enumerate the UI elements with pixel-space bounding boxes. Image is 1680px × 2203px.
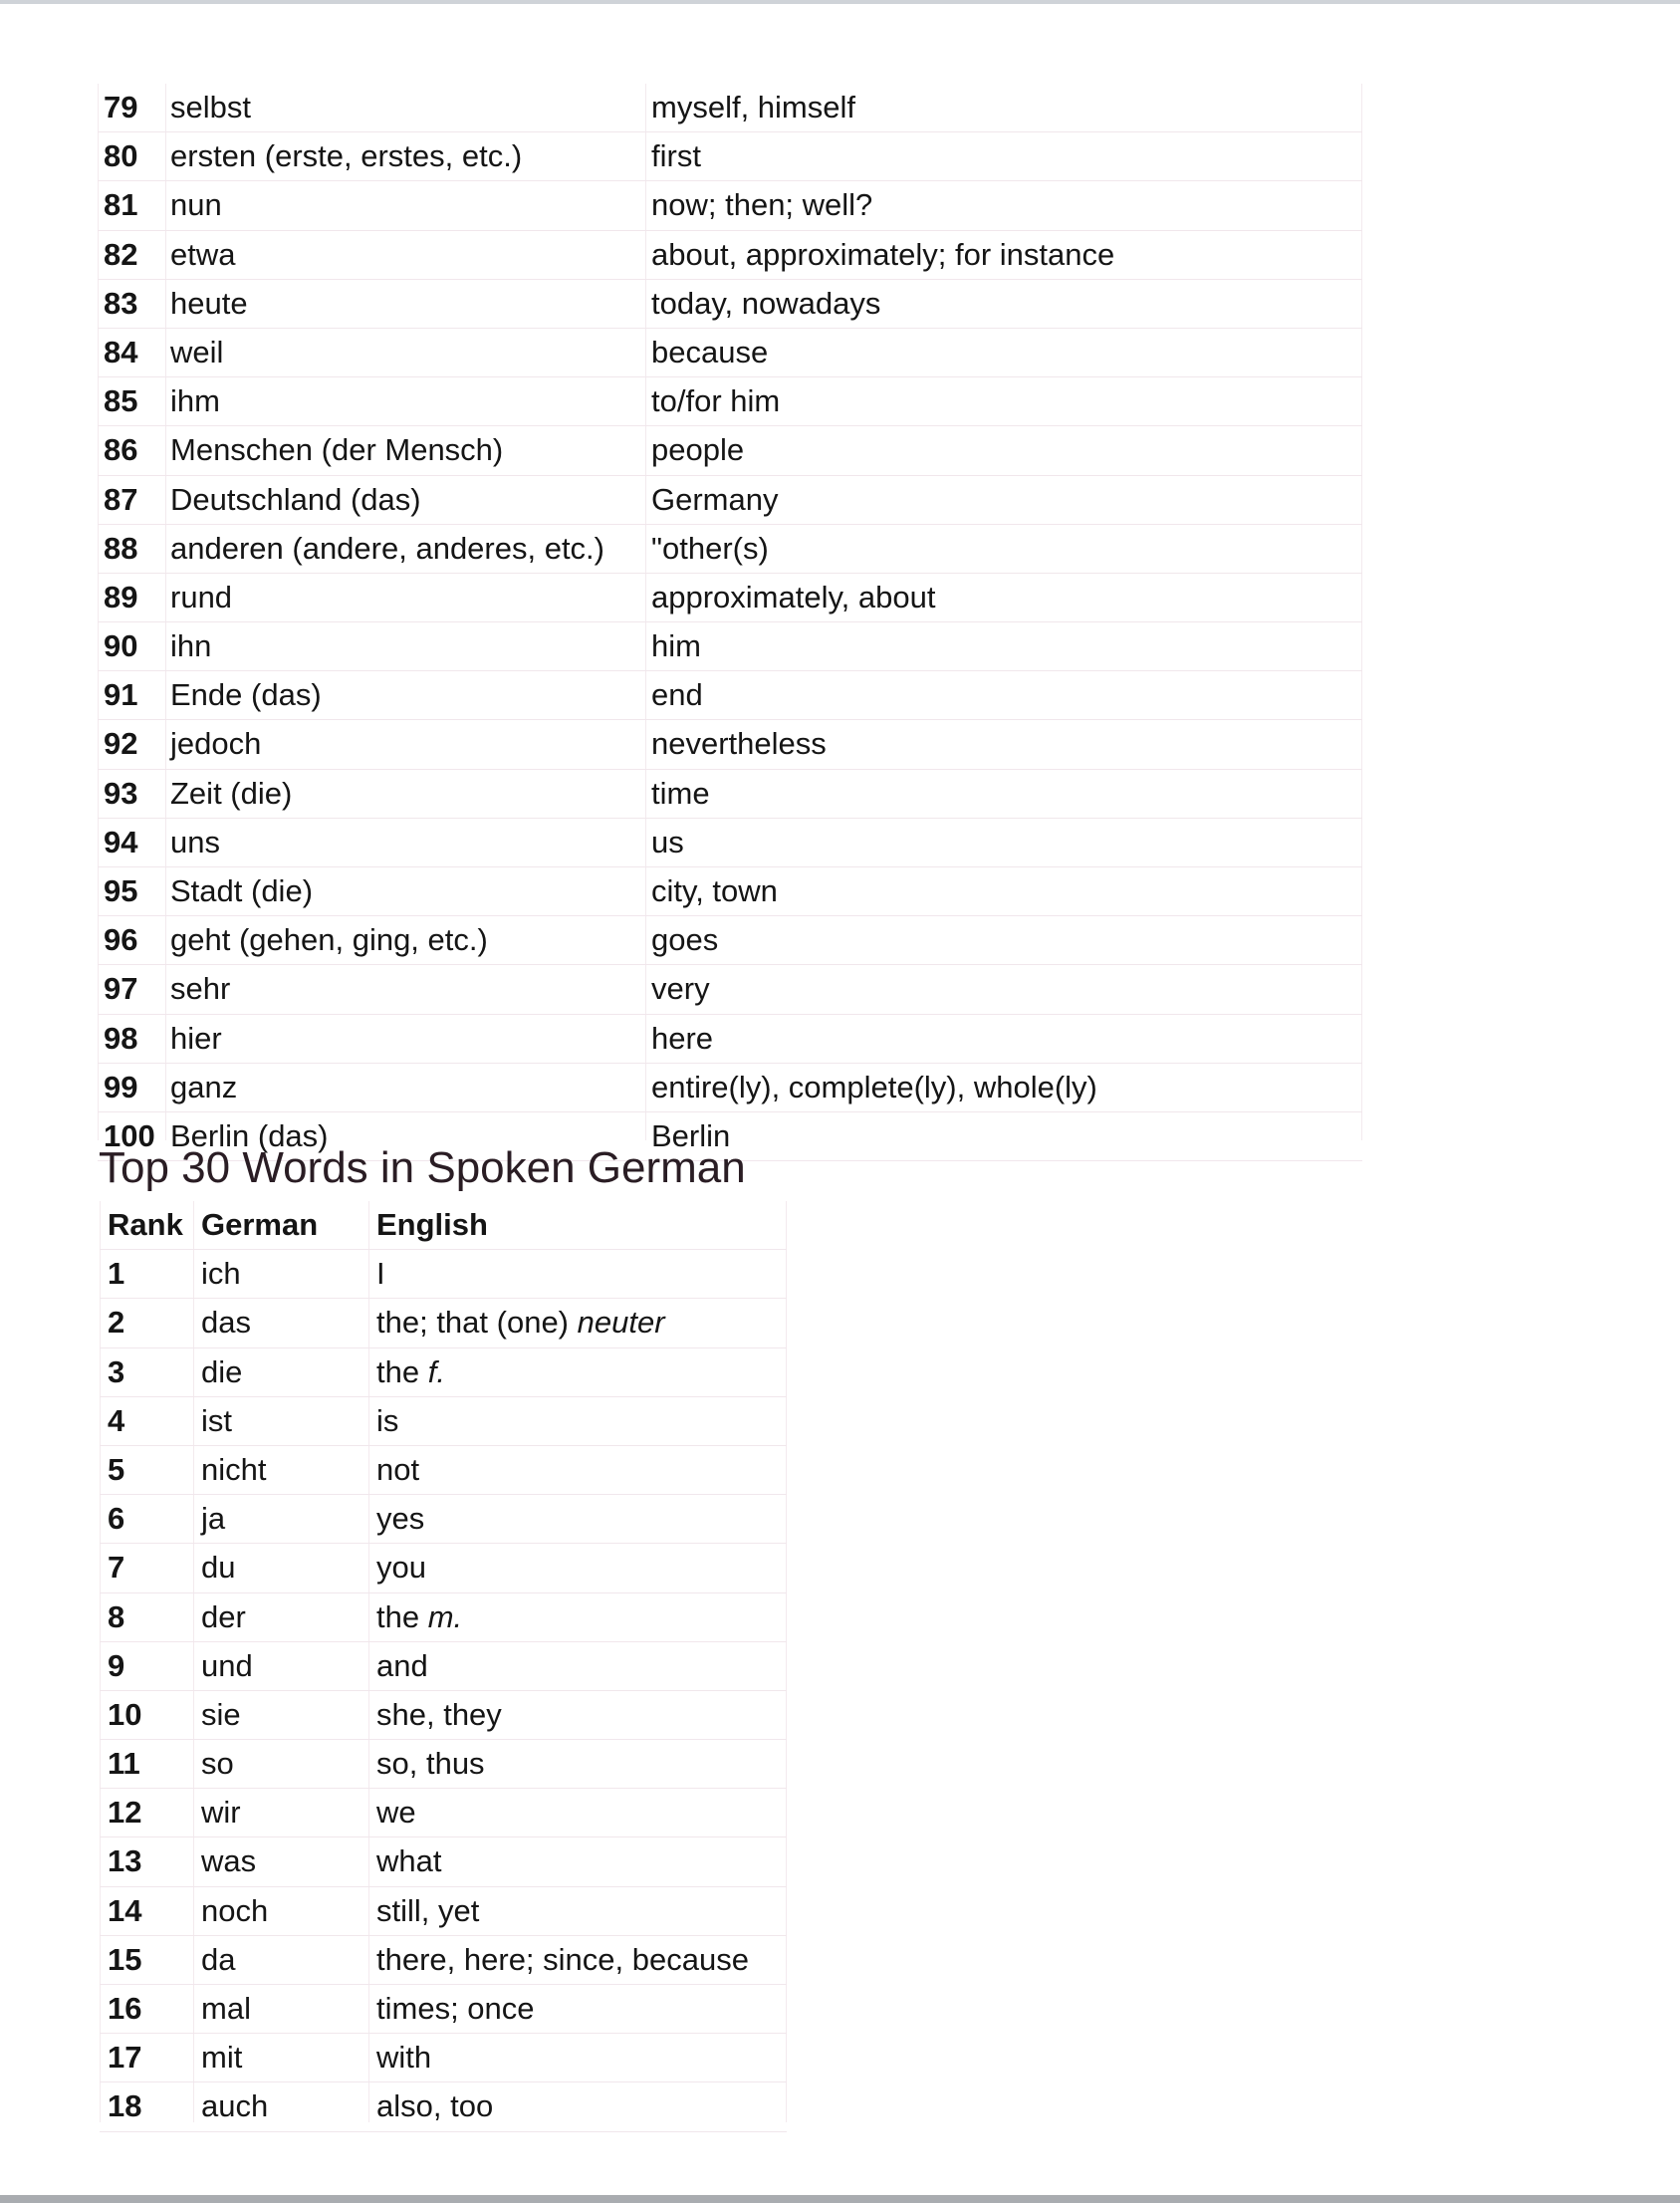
english-translation-cell: myself, himself <box>651 90 855 124</box>
english-translation-cell <box>376 1740 485 1788</box>
table-row <box>98 1015 1362 1064</box>
translation-text: yes <box>376 1501 425 1537</box>
translation-text: times; once <box>376 1991 535 2026</box>
german-word-cell: die <box>201 1353 243 1389</box>
table-row <box>98 965 1362 1014</box>
rank-cell: 3 <box>108 1353 125 1389</box>
translation-text: I <box>376 1256 385 1292</box>
rank-cell: 87 <box>104 481 138 517</box>
translation-text: and <box>376 1647 428 1683</box>
translation-text: there, here; since, because <box>376 1941 749 1977</box>
scan-bottom-edge <box>0 2195 1680 2203</box>
english-translation-cell <box>376 1936 749 1984</box>
english-translation-cell: nevertheless <box>651 726 827 762</box>
german-word-cell: Ende (das) <box>170 677 322 713</box>
english-translation-cell <box>376 1789 416 1836</box>
table-row <box>98 476 1362 525</box>
rank-cell: 89 <box>104 579 138 614</box>
table-row <box>100 1446 787 1495</box>
german-word-cell: was <box>201 1843 257 1879</box>
german-word-cell: Menschen (der Mensch) <box>170 432 504 468</box>
english-translation-cell: because <box>651 334 769 369</box>
english-translation-cell: us <box>651 824 684 859</box>
rank-cell: 11 <box>108 1746 140 1782</box>
german-word-cell: jedoch <box>170 726 262 762</box>
german-word-cell: weil <box>170 334 224 369</box>
section-heading: Top 30 Words in Spoken German <box>99 1143 746 1192</box>
rank-cell: 12 <box>108 1795 142 1831</box>
english-translation-cell <box>376 1593 462 1641</box>
rank-cell: 85 <box>104 383 138 419</box>
frequency-table-79-100 <box>98 84 1362 1161</box>
table-row <box>100 1642 787 1691</box>
german-word-cell: Zeit (die) <box>170 775 293 811</box>
english-translation-cell: people <box>651 432 745 468</box>
table-row <box>100 1250 787 1299</box>
translation-text: what <box>376 1843 442 1879</box>
german-word-cell: etwa <box>170 236 236 272</box>
translation-text: so, thus <box>376 1746 485 1782</box>
rank-cell: 99 <box>104 1069 138 1104</box>
english-translation-cell <box>376 1250 385 1298</box>
german-word-cell: sie <box>201 1696 241 1732</box>
rank-cell: 15 <box>108 1941 142 1977</box>
german-word-cell: mit <box>201 2040 243 2076</box>
rank-cell: 80 <box>104 138 138 174</box>
header-english: English <box>376 1207 488 1242</box>
translation-text: also, too <box>376 2088 494 2124</box>
german-word-cell: uns <box>170 824 220 859</box>
table-row <box>98 720 1362 769</box>
rank-cell: 93 <box>104 775 138 811</box>
table-row <box>98 916 1362 965</box>
table-row <box>98 574 1362 622</box>
german-word-cell: ihm <box>170 383 220 419</box>
table-row <box>100 1593 787 1642</box>
table-row <box>98 426 1362 475</box>
rank-cell: 92 <box>104 726 138 762</box>
rank-cell: 94 <box>104 824 138 859</box>
english-translation-cell <box>376 1348 445 1396</box>
german-word-cell: ich <box>201 1256 241 1292</box>
table-row <box>100 2082 787 2131</box>
german-word-cell: und <box>201 1647 253 1683</box>
rank-cell: 100 <box>104 1117 155 1153</box>
german-word-cell: geht (gehen, ging, etc.) <box>170 922 488 958</box>
english-translation-cell: today, nowadays <box>651 285 881 321</box>
table-row <box>98 84 1362 132</box>
english-translation-cell <box>376 1544 426 1591</box>
german-word-cell: sehr <box>170 971 231 1007</box>
english-translation-cell <box>376 1985 535 2033</box>
translation-text: the <box>376 1598 428 1634</box>
table-row <box>100 1397 787 1446</box>
german-word-cell: hier <box>170 1020 222 1056</box>
german-word-cell: der <box>201 1598 246 1634</box>
german-word-cell: rund <box>170 579 233 614</box>
english-translation-cell: about, approximately; for instance <box>651 236 1115 272</box>
rank-cell: 6 <box>108 1501 125 1537</box>
german-word-cell: ist <box>201 1402 232 1438</box>
table-row <box>100 1348 787 1397</box>
english-translation-cell: end <box>651 677 703 713</box>
rank-cell: 96 <box>104 922 138 958</box>
english-translation-cell: very <box>651 971 710 1007</box>
german-word-cell: ihn <box>170 628 212 664</box>
english-translation-cell <box>376 2082 493 2130</box>
rank-cell: 81 <box>104 187 138 223</box>
table-row <box>98 377 1362 426</box>
german-word-cell: so <box>201 1746 234 1782</box>
scan-top-edge <box>0 0 1680 4</box>
table-row <box>100 1691 787 1740</box>
table-row <box>100 1887 787 1936</box>
rank-cell: 10 <box>108 1696 142 1732</box>
german-word-cell: noch <box>201 1892 269 1928</box>
translation-text: you <box>376 1550 426 1586</box>
rank-cell: 82 <box>104 236 138 272</box>
english-translation-cell: time <box>651 775 710 811</box>
german-word-cell: Berlin (das) <box>170 1117 329 1153</box>
english-translation-cell: to/for him <box>651 383 781 419</box>
english-translation-cell: here <box>651 1020 714 1056</box>
header-rank: Rank <box>108 1207 183 1242</box>
rank-cell: 91 <box>104 677 138 713</box>
german-word-cell: wir <box>201 1795 241 1831</box>
english-translation-cell <box>376 1299 665 1346</box>
table-row <box>100 1985 787 2034</box>
table-row <box>98 329 1362 377</box>
german-word-cell: nicht <box>201 1451 267 1487</box>
translation-text: is <box>376 1402 399 1438</box>
german-word-cell: du <box>201 1550 236 1586</box>
table-row <box>98 622 1362 671</box>
table-row <box>98 231 1362 280</box>
table-row <box>98 770 1362 819</box>
english-translation-cell <box>376 2034 431 2081</box>
table-row <box>100 1544 787 1592</box>
translation-text: the; that (one) <box>376 1305 578 1341</box>
english-translation-cell <box>376 1887 479 1935</box>
rank-cell: 90 <box>104 628 138 664</box>
german-word-cell: da <box>201 1941 236 1977</box>
german-word-cell: mal <box>201 1991 251 2026</box>
german-word-cell: selbst <box>170 90 251 124</box>
english-translation-cell: approximately, about <box>651 579 936 614</box>
german-word-cell: ja <box>201 1501 226 1537</box>
table-row <box>100 1936 787 1985</box>
rank-cell: 79 <box>104 90 138 124</box>
rank-cell: 2 <box>108 1305 125 1341</box>
rank-cell: 18 <box>108 2088 142 2124</box>
table-row <box>100 1495 787 1544</box>
rank-cell: 1 <box>108 1256 125 1292</box>
translation-text: we <box>376 1795 416 1831</box>
rank-cell: 13 <box>108 1843 142 1879</box>
table-row <box>98 280 1362 329</box>
rank-cell: 83 <box>104 285 138 321</box>
english-translation-cell <box>376 1397 398 1445</box>
table-row <box>98 1064 1362 1112</box>
german-word-cell: ganz <box>170 1069 238 1104</box>
english-translation-cell: city, town <box>651 873 778 908</box>
rank-cell: 88 <box>104 530 138 566</box>
rank-cell: 97 <box>104 971 138 1007</box>
table-row <box>98 525 1362 574</box>
rank-cell: 14 <box>108 1892 142 1928</box>
table-row <box>98 819 1362 867</box>
rank-cell: 86 <box>104 432 138 468</box>
german-word-cell: ersten (erste, erstes, etc.) <box>170 138 523 174</box>
translation-text: not <box>376 1451 420 1487</box>
german-word-cell: nun <box>170 187 222 223</box>
english-translation-cell: now; then; well? <box>651 187 873 223</box>
table-row <box>100 1837 787 1886</box>
english-translation-cell <box>376 1642 428 1690</box>
german-word-cell: auch <box>201 2088 269 2124</box>
rank-cell: 7 <box>108 1550 125 1586</box>
rank-cell: 16 <box>108 1991 142 2026</box>
header-german: German <box>201 1207 319 1242</box>
rank-cell: 8 <box>108 1598 125 1634</box>
table-row <box>98 671 1362 720</box>
german-word-cell: Deutschland (das) <box>170 481 421 517</box>
english-translation-cell: Germany <box>651 481 779 517</box>
english-translation-cell: goes <box>651 922 719 958</box>
english-translation-cell: entire(ly), complete(ly), whole(ly) <box>651 1069 1097 1104</box>
rank-cell: 9 <box>108 1647 125 1683</box>
rank-cell: 5 <box>108 1451 125 1487</box>
german-word-cell: das <box>201 1305 251 1341</box>
gender-note: f. <box>427 1353 445 1389</box>
english-translation-cell: Berlin <box>651 1117 731 1153</box>
rank-cell: 95 <box>104 873 138 908</box>
rank-cell: 98 <box>104 1020 138 1056</box>
english-translation-cell <box>376 1837 441 1885</box>
english-translation-cell <box>376 1691 502 1739</box>
gender-note: neuter <box>577 1305 665 1341</box>
english-translation-cell: first <box>651 138 701 174</box>
german-word-cell: heute <box>170 285 248 321</box>
table-header-row <box>100 1201 787 1250</box>
rank-cell: 4 <box>108 1402 125 1438</box>
table-row <box>100 1789 787 1837</box>
table-row <box>98 132 1362 181</box>
english-translation-cell <box>376 1446 419 1494</box>
table-row <box>98 181 1362 230</box>
table-row <box>100 1299 787 1347</box>
table-row <box>100 1740 787 1789</box>
rank-cell: 17 <box>108 2040 142 2076</box>
german-word-cell: Stadt (die) <box>170 873 314 908</box>
german-word-cell: anderen (andere, anderes, etc.) <box>170 530 604 566</box>
spoken-german-table <box>100 1201 787 2132</box>
rank-cell: 84 <box>104 334 138 369</box>
english-translation-cell: "other(s) <box>651 530 769 566</box>
gender-note: m. <box>427 1598 463 1634</box>
translation-text: she, they <box>376 1696 502 1732</box>
table-row <box>98 867 1362 916</box>
english-translation-cell: him <box>651 628 701 664</box>
table-row <box>100 2034 787 2082</box>
translation-text: with <box>376 2040 432 2076</box>
translation-text: the <box>376 1353 428 1389</box>
english-translation-cell <box>376 1495 424 1543</box>
translation-text: still, yet <box>376 1892 480 1928</box>
